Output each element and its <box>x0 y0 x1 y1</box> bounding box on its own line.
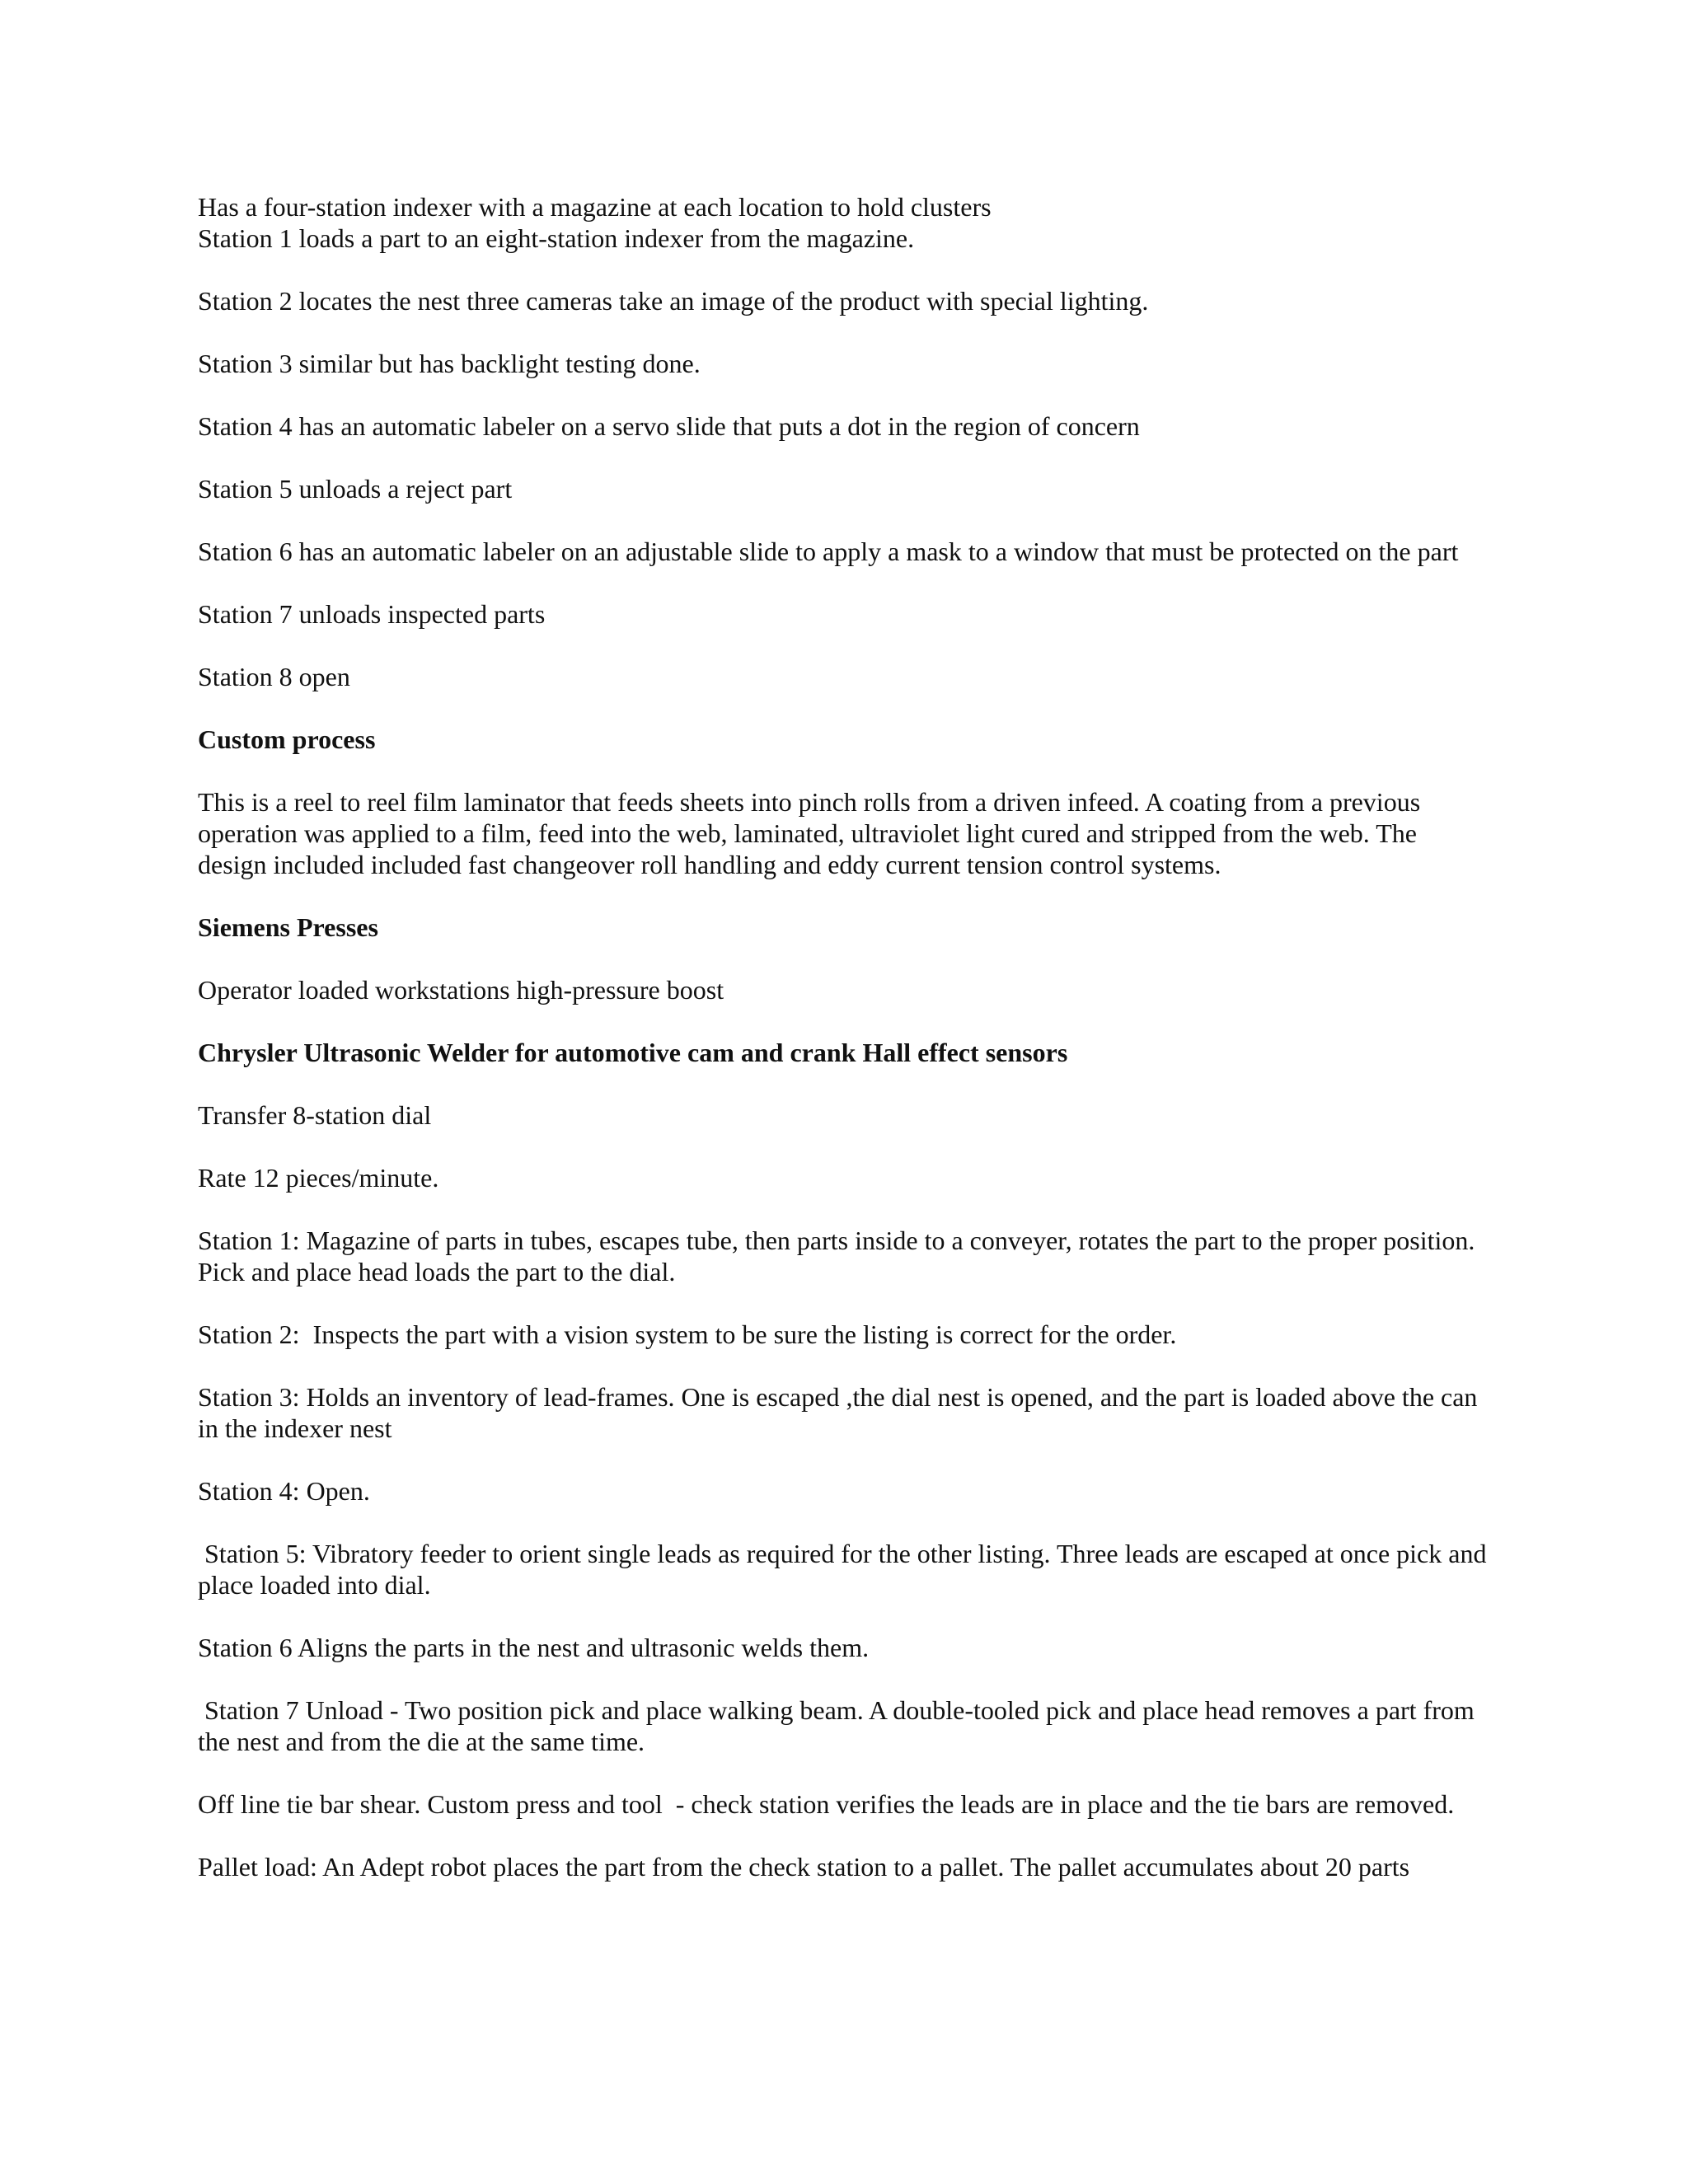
section-heading: Custom process <box>198 724 376 754</box>
body-paragraph: Station 7 unloads inspected parts <box>198 599 546 629</box>
section-heading: Siemens Presses <box>198 912 378 942</box>
body-paragraph: Operator loaded workstations high-pressure boost <box>198 975 724 1005</box>
body-paragraph: Station 6 Aligns the parts in the nest and ultrasonic welds them. <box>198 1633 870 1662</box>
body-paragraph: Station 2: Inspects the part with a vision system to be sure the listing is correct for the order. <box>198 1319 1177 1349</box>
body-paragraph: Station 1 loads a part to an eight-station indexer from the magazine. <box>198 223 915 253</box>
body-paragraph: Station 5: Vibratory feeder to orient single leads as required for the other listing. Three leads are escaped at once pick and place loaded into dial. <box>198 1539 1493 1600</box>
body-paragraph: Has a four-station indexer with a magazine at each location to hold clusters <box>198 192 992 222</box>
body-paragraph: Pallet load: An Adept robot places the part from the check station to a pallet. The pallet accumulates about 20 parts <box>198 1852 1410 1882</box>
body-paragraph: Transfer 8-station dial <box>198 1100 432 1130</box>
body-paragraph: Station 4: Open. <box>198 1476 370 1506</box>
body-paragraph: Station 3 similar but has backlight testing done. <box>198 349 701 378</box>
body-paragraph: Station 4 has an automatic labeler on a servo slide that puts a dot in the region of concern <box>198 411 1140 441</box>
body-paragraph: Off line tie bar shear. Custom press and tool - check station verifies the leads are in place and the tie bars are removed. <box>198 1789 1455 1819</box>
document-page <box>198 191 1492 1882</box>
body-paragraph: Station 8 open <box>198 662 350 691</box>
body-paragraph: Station 5 unloads a reject part <box>198 474 513 504</box>
body-paragraph: Station 3: Holds an inventory of lead-frames. One is escaped ,the dial nest is opened, and the part is loaded above the can in the indexer nest <box>198 1382 1484 1443</box>
body-paragraph: Station 6 has an automatic labeler on an adjustable slide to apply a mask to a window that must be protected on the part <box>198 537 1459 566</box>
body-paragraph: Station 1: Magazine of parts in tubes, escapes tube, then parts inside to a conveyer, rotates the part to the proper position. Pick and place head loads the part to the dial. <box>198 1226 1489 1286</box>
body-paragraph: Station 2 locates the nest three cameras take an image of the product with special lighting. <box>198 286 1149 316</box>
section-heading: Chrysler Ultrasonic Welder for automotive cam and crank Hall effect sensors <box>198 1038 1068 1067</box>
body-paragraph: This is a reel to reel film laminator that feeds sheets into pinch rolls from a driven infeed. A coating from a previous operation was applied to a film, feed into the web, laminated, ultraviolet light cured and stripped from the web. The design included included fast changeover roll handling and eddy current tension control systems. <box>198 787 1428 879</box>
body-paragraph: Station 7 Unload - Two position pick and place walking beam. A double-tooled pick and place head removes a part from the nest and from the die at the same time. <box>198 1695 1481 1756</box>
body-paragraph: Rate 12 pieces/minute. <box>198 1163 439 1193</box>
